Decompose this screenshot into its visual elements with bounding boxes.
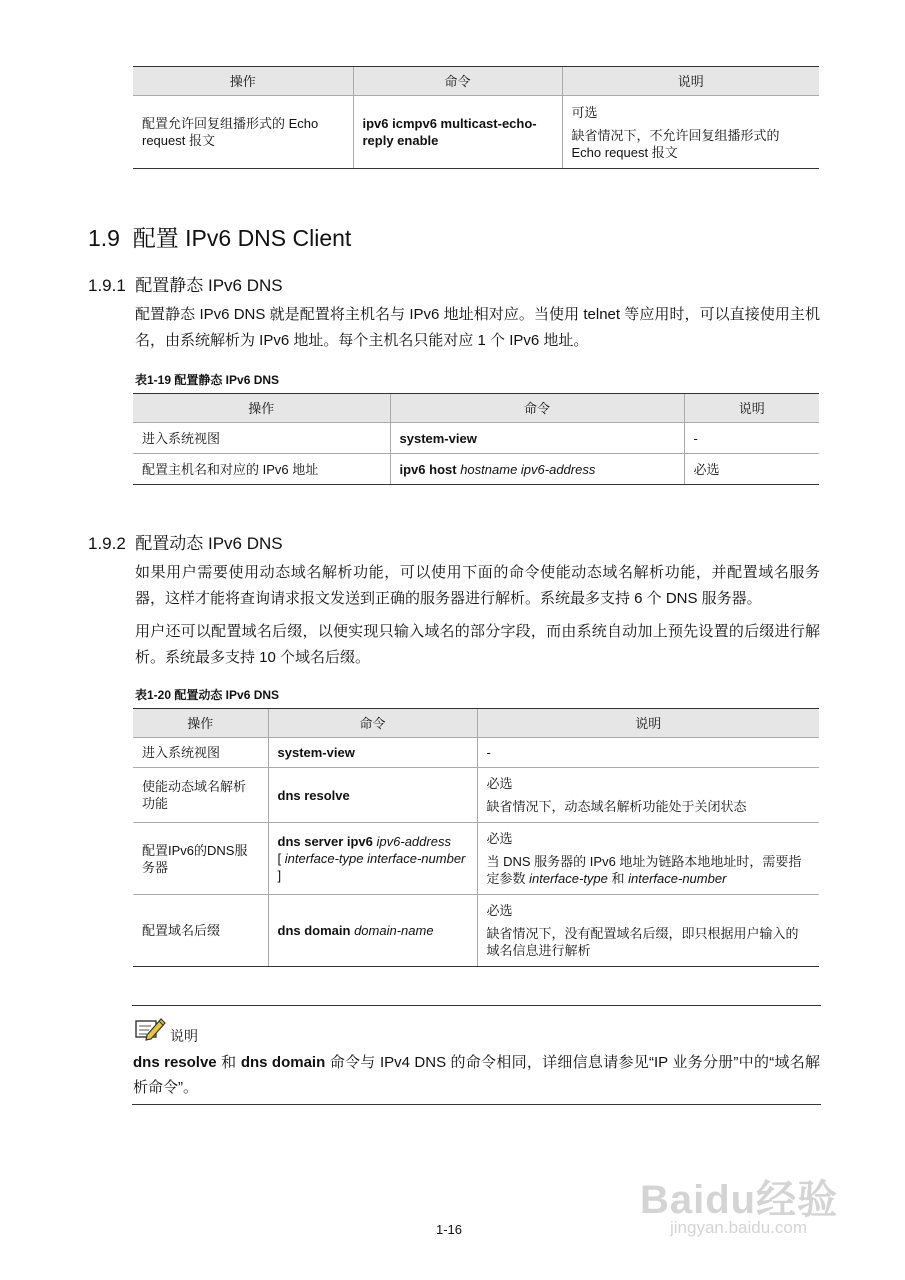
desc-line: 必选: [486, 776, 513, 791]
subsection-title: 配置动态 IPv6 DNS: [135, 534, 283, 553]
cmd-keyword: dns domain: [277, 923, 351, 938]
cell-operation: 使能动态域名解析功能: [133, 768, 268, 823]
subsection-title: 配置静态 IPv6 DNS: [135, 276, 283, 295]
cell-command: system-view: [268, 738, 477, 768]
section-title: 配置 IPv6 DNS Client: [132, 225, 352, 251]
note-cmd: dns resolve: [133, 1054, 217, 1071]
cmd-arg: ipv6-address: [376, 834, 451, 849]
paragraph: 如果用户需要使用动态域名解析功能，可以使用下面的命令使能动态域名解析功能，并配置域名服务器，这样才能将查询请求报文发送到正确的服务器进行解析。系统最多支持 6 个 DNS 服务器。: [135, 564, 820, 607]
desc-line: 缺省情况下，动态域名解析功能处于关闭状态: [486, 799, 747, 814]
cell-operation: 配置域名后缀: [133, 895, 268, 967]
cell-operation: 进入系统视图: [133, 423, 390, 454]
desc-arg: interface-number: [628, 871, 727, 886]
desc-line: 必选: [486, 831, 513, 846]
cell-command: ipv6 icmpv6 multicast-echo-reply enable: [353, 96, 562, 169]
note-label: 说明: [170, 1028, 198, 1044]
table-row: [133, 738, 819, 768]
header-command: 命令: [268, 709, 477, 738]
watermark-url: jingyan.baidu.com: [670, 1218, 808, 1237]
cell-command: [268, 895, 477, 967]
note-conj: 和: [216, 1054, 241, 1071]
header-operation: 操作: [133, 394, 390, 423]
note-top-rule: [132, 1005, 821, 1006]
subsection-heading: [88, 529, 283, 554]
table-row: [133, 823, 819, 895]
table-row: [133, 768, 819, 823]
cell-description: -: [477, 738, 819, 768]
cell-operation: 配置允许回复组播形式的 Echo request 报文: [133, 96, 353, 169]
desc-text: 和: [607, 871, 629, 886]
table-static-dns: [133, 393, 819, 485]
page-number: 1-16: [436, 1222, 463, 1237]
desc-line: [487, 853, 811, 887]
header-operation: 操作: [133, 67, 353, 96]
cmd-arg: hostname ipv6-address: [460, 461, 596, 477]
header-command: 命令: [390, 394, 684, 423]
note-cmd: dns domain: [240, 1054, 326, 1071]
note-bottom-rule: [132, 1104, 821, 1105]
table-row: [133, 96, 819, 169]
table-row: [133, 895, 819, 967]
desc-arg: interface-type: [529, 871, 608, 886]
cell-description: -: [684, 423, 819, 454]
desc-text: 当 DNS 服务器的 IPv6 地址为链路本地地址时，需要指定参数: [486, 854, 802, 886]
cell-description: [477, 768, 819, 823]
table-caption: 表1-20 配置动态 IPv6 DNS: [135, 688, 280, 702]
header-description: 说明: [477, 709, 819, 738]
header-command: 命令: [353, 67, 562, 96]
cmd-arg: domain-name: [354, 923, 434, 938]
cell-operation: 配置IPv6的DNS服务器: [133, 823, 268, 895]
cmd-bracket: ]: [277, 868, 282, 883]
cell-command: dns resolve: [268, 768, 477, 823]
cmd-keyword: ipv6 host: [399, 461, 457, 477]
desc-line: 必选: [486, 903, 513, 918]
note-pencil-icon: [134, 1015, 166, 1041]
cell-operation: 进入系统视图: [133, 738, 268, 768]
table-top: [133, 66, 819, 169]
subsection-heading: [88, 271, 283, 296]
cmd-keyword: dns server ipv6: [277, 834, 373, 849]
header-description: 说明: [562, 67, 819, 96]
paragraph: 用户还可以配置域名后缀，以便实现只输入域名的部分字段，而由系统自动加上预先设置的后缀进行解析。系统最多支持 10 个域名后缀。: [135, 623, 820, 666]
table-row: [133, 454, 819, 485]
section-number: 1.9: [88, 225, 120, 251]
desc-line: 可选: [571, 104, 598, 120]
cell-description: [477, 823, 819, 895]
cell-description: 必选: [684, 454, 819, 485]
note-body: 命令与 IPv4 DNS 的命令相同，详细信息请参见“IP 业务分册”中的“域名解析命令”。: [133, 1054, 821, 1096]
section-heading: [88, 220, 351, 253]
watermark-logo: Baidu经验: [640, 1178, 839, 1222]
subsection-number: 1.9.1: [88, 276, 126, 295]
cell-operation: 配置主机名和对应的 IPv6 地址: [133, 454, 390, 485]
cell-description: [562, 96, 819, 169]
header-operation: 操作: [133, 709, 268, 738]
cell-description: [477, 895, 819, 967]
desc-line: 缺省情况下，不允许回复组播形式的 Echo request 报文: [571, 127, 780, 160]
table-caption: 表1-19 配置静态 IPv6 DNS: [135, 373, 280, 387]
table-row: [133, 423, 819, 454]
cell-command: [390, 454, 684, 485]
cmd-bracket: [: [277, 851, 285, 866]
cell-command: [268, 823, 477, 895]
paragraph: 配置静态 IPv6 DNS 就是配置将主机名与 IPv6 地址相对应。当使用 telnet 等应用时，可以直接使用主机名，由系统解析为 IPv6 地址。每个主机名只能对应 1 个 IPv6 地址。: [135, 306, 820, 349]
subsection-number: 1.9.2: [88, 534, 126, 553]
desc-line: 缺省情况下，没有配置域名后缀，即只根据用户输入的域名信息进行解析: [486, 926, 799, 958]
header-description: 说明: [684, 394, 819, 423]
table-dynamic-dns: [133, 708, 819, 967]
note-text: [133, 1050, 820, 1100]
cell-command: system-view: [390, 423, 684, 454]
cmd-arg: interface-type interface-number: [284, 851, 466, 866]
